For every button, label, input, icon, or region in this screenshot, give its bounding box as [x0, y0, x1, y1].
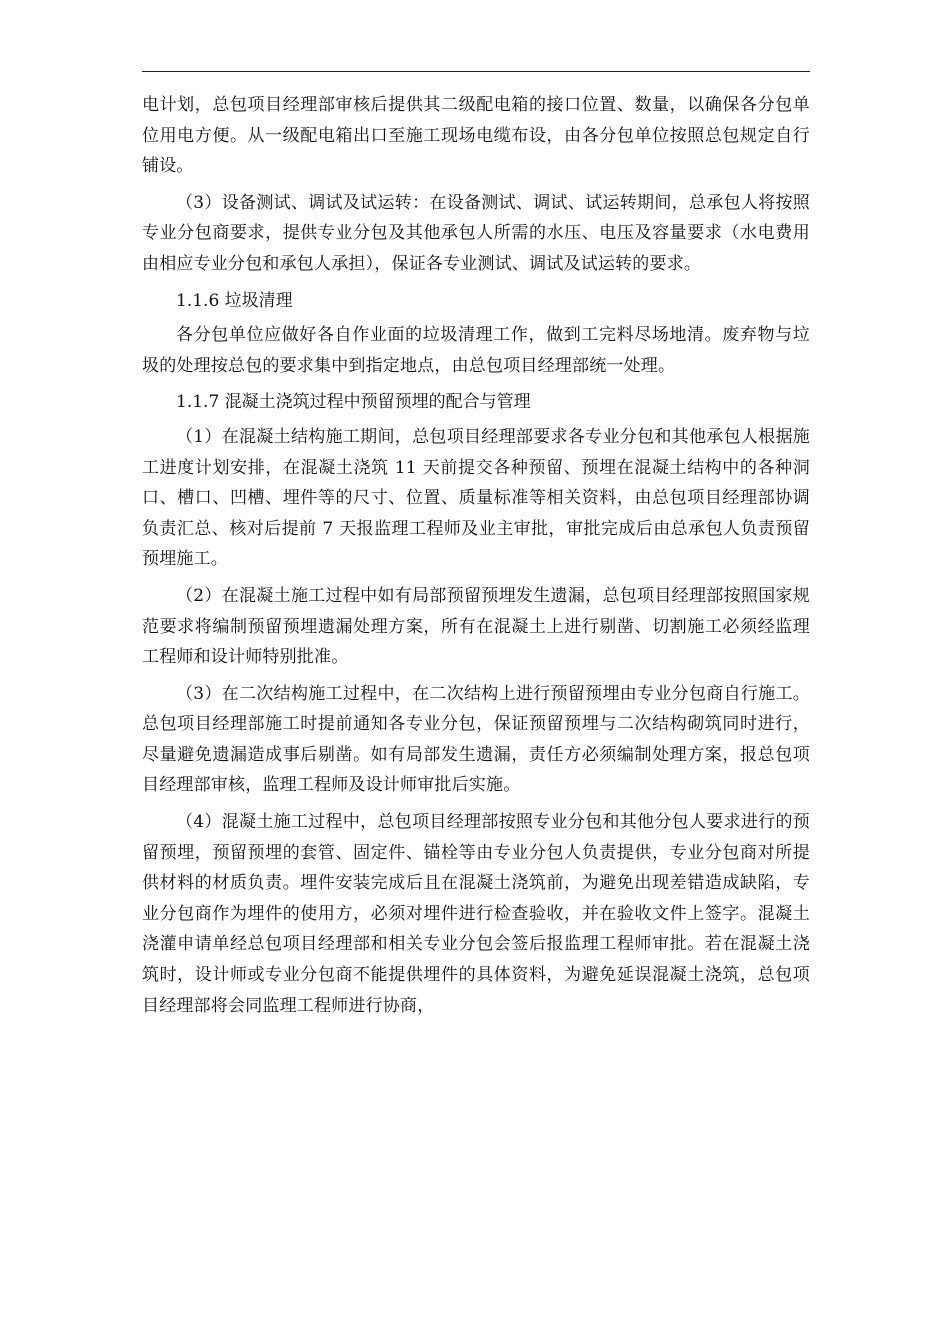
paragraph-concrete-item-3: （3）在二次结构施工过程中，在二次结构上进行预留预埋由专业分包商自行施工。总包项目经理部施工时提前通知各专业分包，保证预留预埋与二次结构砌筑同时进行，尽量避免遗漏造成事后剔凿。如有局部发生遗漏，责任方必须编制处理方案，报总包项目经理部审核，监理工程师及设计师审批后实施。: [142, 683, 810, 796]
section-heading-concrete-embedment: 1.1.7 混凝土浇筑过程中预留预埋的配合与管理: [176, 392, 531, 413]
paragraph-equipment-testing: （3）设备测试、调试及试运转：在设备测试、调试、试运转期间，总承包人将按照专业分包商要求，提供专业分包及其他承包人所需的水压、电压及容量要求（水电费用由相应专业分包和承包人承担），保证各专业测试、调试及试运转的要求。: [142, 192, 810, 274]
paragraph-continuation: 电计划，总包项目经理部审核后提供其二级配电箱的接口位置、数量，以确保各分包单位用电方便。从一级配电箱出口至施工现场电缆布设，由各分包单位按照总包规定自行铺设。: [142, 95, 810, 177]
section-heading-garbage-cleanup: 1.1.6 垃圾清理: [176, 290, 293, 311]
paragraph-concrete-item-2: （2）在混凝土施工过程中如有局部预留预埋发生遗漏，总包项目经理部按照国家规范要求将编制预留预埋遗漏处理方案，所有在混凝土上进行剔凿、切割施工必须经监理工程师和设计师特别批准。: [142, 585, 810, 668]
paragraph-garbage-cleanup: 各分包单位应做好各自作业面的垃圾清理工作，做到工完料尽场地清。废弃物与垃圾的处理按总包的要求集中到指定地点，由总包项目经理部统一处理。: [142, 325, 810, 376]
paragraph-concrete-item-4: （4）混凝土施工过程中，总包项目经理部按照专业分包和其他分包人要求进行的预留预埋，预留预埋的套管、固定件、锚栓等由专业分包人负责提供，专业分包商对所提供材料的材质负责。埋件安装完成后且在混凝土浇筑前，为避免出现差错造成缺陷，专业分包商作为埋件的使用方，必须对埋件进行检查验收，并在验收文件上签字。混凝土浇灌申请单经总包项目经理部和相关专业分包会签后报监理工程师审批。若在混凝土浇筑时，设计师或专业分包商不能提供埋件的具体资料，为避免延误混凝土浇筑，总包项目经理部将会同监理工程师进行协商，: [142, 812, 810, 1016]
document-body: [142, 90, 810, 1027]
paragraph-concrete-item-1: （1）在混凝土结构施工期间，总包项目经理部要求各专业分包和其他承包人根据施工进度计划安排，在混凝土浇筑 11 天前提交各种预留、预埋在混凝土结构中的各种洞口、槽口、凹槽、埋件等的尺寸、位置、质量标准等相关资料，由总包项目经理部协调负责汇总、核对后提前 7 天报监理工程师及业主审批，审批完成后由总承包人负责预留预埋施工。: [142, 426, 810, 570]
header-rule: [142, 71, 810, 72]
